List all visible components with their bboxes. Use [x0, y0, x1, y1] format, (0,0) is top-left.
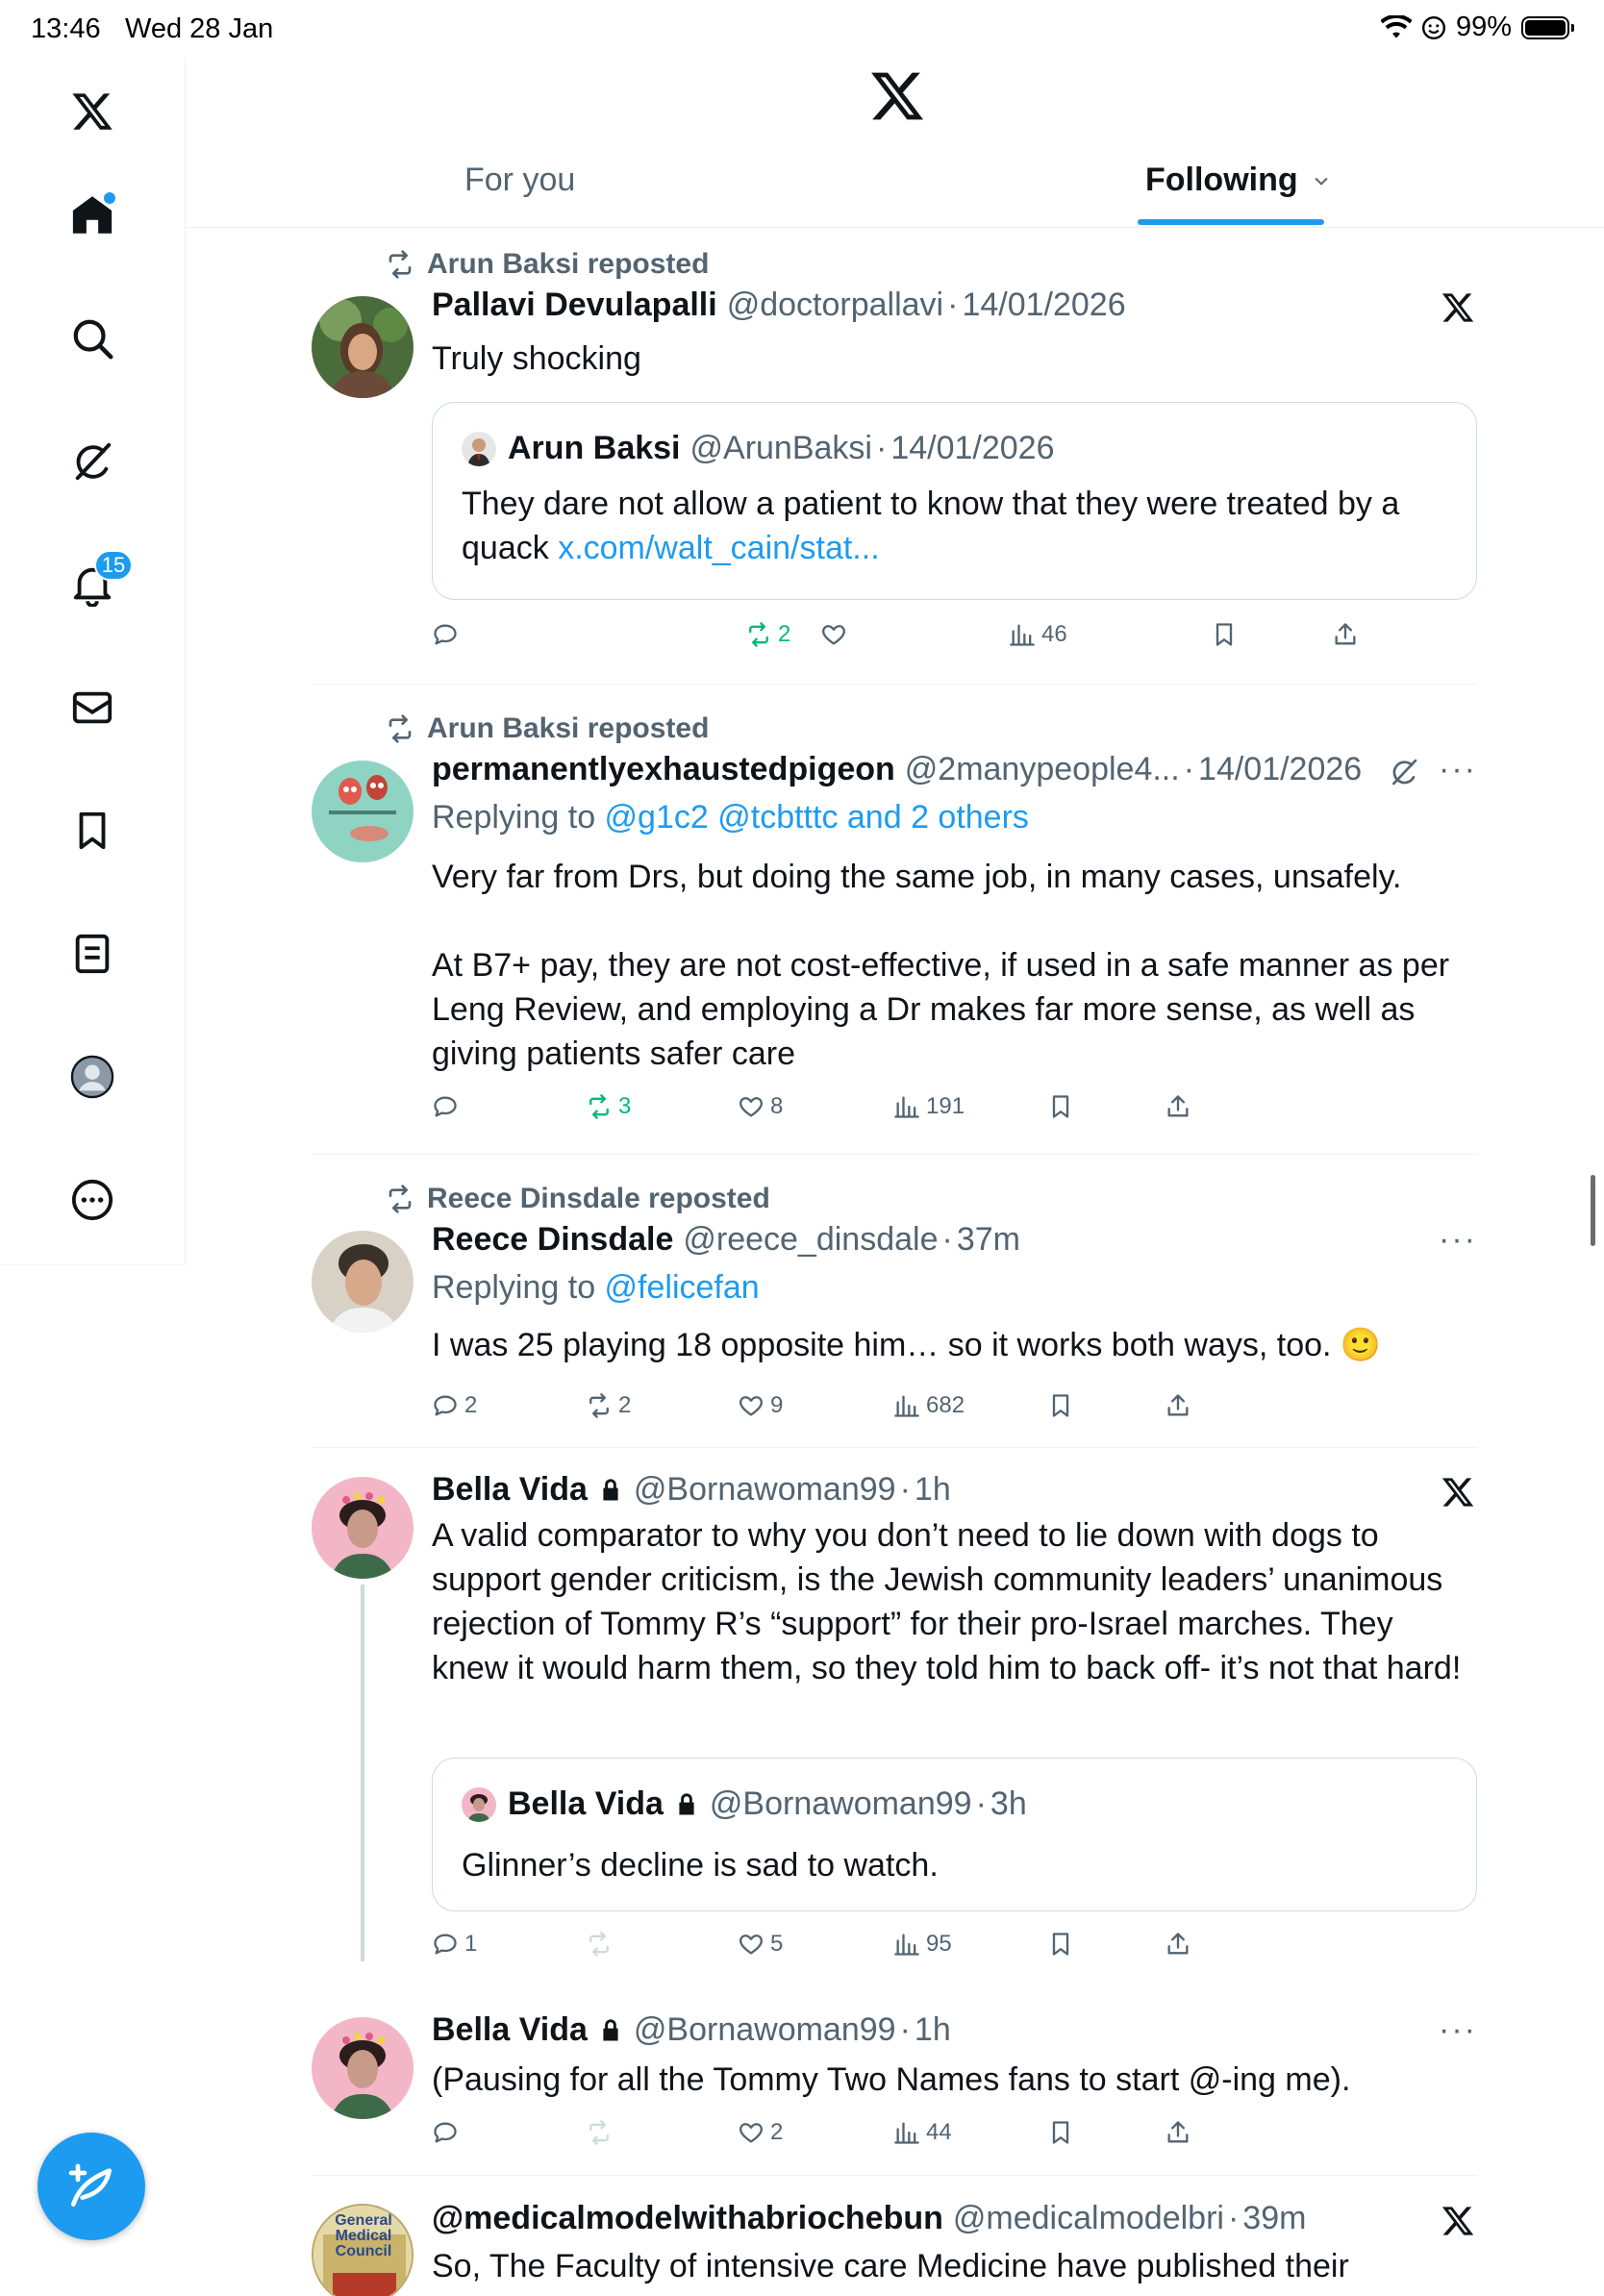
quoted-post-text: Glinner’s decline is sad to watch.: [462, 1847, 939, 1884]
replying-to: [432, 1269, 760, 1307]
grok-icon[interactable]: [63, 433, 121, 490]
lock-icon: [673, 1791, 700, 1818]
more-options-button[interactable]: ···: [1439, 2011, 1477, 2048]
quoted-author-handle: @Bornawoman99: [709, 1785, 972, 1822]
repost-button: [586, 1931, 613, 1958]
quoted-post-header: Bella Vida @Bornawoman99 · 3h: [462, 1785, 1027, 1823]
bookmarks-icon[interactable]: [63, 802, 121, 860]
sidebar-nav: [0, 58, 186, 1265]
thread-connector: [361, 1585, 364, 1961]
quoted-avatar: [462, 1787, 496, 1822]
views-count: 95: [926, 1931, 952, 1957]
post-time[interactable]: 1h: [914, 1471, 951, 1508]
post-card[interactable]: [312, 1471, 1477, 1971]
bookmark-button[interactable]: [1047, 2119, 1074, 2146]
like-button[interactable]: [820, 621, 847, 648]
reply-icon: [432, 1392, 459, 1419]
post-text: (Pausing for all the Tommy Two Names fans to start @-ing me).: [432, 2061, 1351, 2098]
heart-icon: [738, 1931, 764, 1958]
repost-icon: [586, 1093, 613, 1120]
tab-for-you[interactable]: For you: [464, 162, 576, 198]
quoted-post-text: [462, 482, 1452, 570]
like-button[interactable]: [738, 1931, 783, 1958]
battery-percent: 99%: [1455, 12, 1512, 42]
share-icon: [1165, 1093, 1191, 1120]
author-handle[interactable]: @Bornawoman99: [633, 2011, 896, 2048]
active-tab-indicator: [1138, 219, 1324, 225]
post-actions: [432, 621, 1477, 660]
avatar[interactable]: [312, 1477, 414, 1579]
reply-icon: [432, 2119, 459, 2146]
home-unread-dot: [104, 192, 115, 204]
quoted-post-time: 3h: [990, 1785, 1027, 1822]
x-logo-icon[interactable]: [868, 67, 926, 125]
repost-count: 3: [618, 1093, 632, 1119]
views-icon: [893, 2119, 920, 2146]
post-actions: [432, 2119, 1477, 2158]
quoted-post-time: 14/01/2026: [890, 430, 1055, 466]
post-divider: [312, 2175, 1477, 2176]
views-icon: [1009, 621, 1036, 648]
more-options-button[interactable]: ···: [1439, 751, 1477, 787]
post-divider: [312, 1154, 1477, 1155]
repost-icon: [586, 1392, 613, 1419]
like-count: 8: [770, 1093, 784, 1119]
post-time[interactable]: 39m: [1242, 2200, 1307, 2236]
author-handle[interactable]: @2manypeople4...: [904, 751, 1180, 787]
replying-prefix: Replying to: [432, 799, 605, 836]
quoted-post-header: Arun Baksi @ArunBaksi · 14/01/2026: [462, 430, 1054, 467]
author-name[interactable]: Reece Dinsdale: [432, 1221, 674, 1258]
bookmark-icon: [1211, 621, 1238, 648]
repost-button[interactable]: [745, 621, 790, 648]
post-paragraph: At B7+ pay, they are not cost-effective, if used in a safe manner as per Leng Review, and employing a Dr makes far more sense, as well as giving patients safer care: [432, 947, 1450, 1072]
repost-count: 2: [778, 621, 791, 647]
post-text: [432, 855, 1477, 1076]
repost-button: [586, 2119, 613, 2146]
views-icon: [893, 1931, 920, 1958]
views-button[interactable]: [893, 2119, 952, 2146]
x-logo-icon[interactable]: [1439, 288, 1477, 327]
repost-label: Arun Baksi reposted: [427, 248, 710, 280]
bookmark-icon: [1047, 1093, 1074, 1120]
post-time[interactable]: 14/01/2026: [962, 287, 1126, 323]
messages-icon[interactable]: [63, 679, 121, 736]
post-time[interactable]: 14/01/2026: [1198, 751, 1363, 787]
share-button[interactable]: [1165, 1093, 1191, 1120]
repost-label: Reece Dinsdale reposted: [427, 1183, 770, 1214]
status-right: [1381, 12, 1569, 43]
views-count: 46: [1041, 621, 1067, 647]
replying-prefix: Replying to: [432, 1269, 605, 1306]
avatar[interactable]: [312, 1231, 414, 1333]
post-header: Bella Vida @Bornawoman99 · 1h: [432, 2011, 951, 2048]
repost-icon: [745, 621, 772, 648]
like-button[interactable]: [738, 1392, 783, 1419]
share-icon: [1332, 621, 1359, 648]
post-text: So, The Faculty of intensive care Medicine have published their: [432, 2248, 1349, 2284]
repost-icon: [586, 1931, 613, 1958]
timeline-header: [186, 58, 1604, 228]
quoted-post-link[interactable]: x.com/walt_cain/stat...: [558, 530, 880, 566]
quoted-author-name: Bella Vida: [508, 1785, 664, 1822]
reply-button[interactable]: [432, 1931, 477, 1958]
author-name[interactable]: permanentlyexhaustedpigeon: [432, 751, 895, 787]
post-time[interactable]: 37m: [956, 1221, 1020, 1258]
author-handle[interactable]: @doctorpallavi: [726, 287, 944, 323]
bookmark-button[interactable]: [1211, 621, 1238, 648]
repost-button[interactable]: [586, 1392, 631, 1419]
post-divider: [312, 1447, 1477, 1448]
reply-count: 1: [464, 1931, 478, 1957]
post-time[interactable]: 1h: [914, 2011, 951, 2048]
more-options-icon[interactable]: [63, 1171, 121, 1229]
views-button[interactable]: [893, 1392, 965, 1419]
search-icon[interactable]: [63, 310, 121, 367]
post-card[interactable]: [312, 248, 1477, 661]
repost-indicator: [385, 1183, 770, 1215]
views-icon: [893, 1392, 920, 1419]
tab-following[interactable]: [1145, 162, 1331, 199]
post-header: Pallavi Devulapalli @doctorpallavi · 14/01/2026: [432, 287, 1126, 323]
post-header: Reece Dinsdale @reece_dinsdale · 37m: [432, 1221, 1020, 1258]
replying-to: [432, 799, 1029, 836]
avatar[interactable]: [312, 2017, 414, 2119]
like-count: 9: [770, 1392, 784, 1418]
post-header: @medicalmodelwithabriochebun @medicalmodelbri · 39m: [432, 2200, 1307, 2236]
quoted-author-handle: @ArunBaksi: [689, 430, 872, 466]
wifi-icon: [1381, 15, 1412, 40]
bookmark-button[interactable]: [1047, 1093, 1074, 1120]
views-button[interactable]: [1009, 621, 1067, 648]
share-button[interactable]: [1165, 1392, 1191, 1419]
compose-post-button[interactable]: [38, 2133, 145, 2240]
lock-icon: [597, 2017, 624, 2044]
bookmark-icon: [1047, 2119, 1074, 2146]
quoted-text-body: They dare not allow a patient to know that they were treated by a quack: [462, 486, 1400, 566]
heart-icon: [738, 2119, 764, 2146]
author-handle[interactable]: @Bornawoman99: [633, 1471, 896, 1508]
share-icon: [1165, 2119, 1191, 2146]
post-actions: [432, 1931, 1477, 1969]
post-divider: [312, 684, 1477, 685]
avatar[interactable]: [312, 2204, 414, 2296]
author-handle[interactable]: @reece_dinsdale: [683, 1221, 939, 1258]
share-button[interactable]: [1165, 2119, 1191, 2146]
avatar-text: General Medical Council: [335, 2212, 392, 2259]
repost-indicator: [385, 248, 709, 281]
post-paragraph: Very far from Drs, but doing the same job, in many cases, unsafely.: [432, 859, 1402, 895]
x-logo-icon[interactable]: [1439, 2202, 1477, 2240]
profile-avatar-icon[interactable]: [63, 1048, 121, 1106]
bookmark-icon: [1047, 1931, 1074, 1958]
quoted-avatar: [462, 432, 496, 466]
like-button[interactable]: [738, 1093, 783, 1120]
avatar[interactable]: [312, 296, 414, 398]
replying-to-link[interactable]: @g1c2 @tcbtttc and 2 others: [604, 799, 1029, 836]
share-icon: [1165, 1392, 1191, 1419]
author-name[interactable]: Pallavi Devulapalli: [432, 287, 717, 323]
chevron-down-icon: [1312, 171, 1331, 190]
post-card[interactable]: [312, 712, 1477, 1136]
views-icon: [893, 1093, 920, 1120]
post-text: Truly shocking: [432, 340, 641, 377]
author-name[interactable]: @medicalmodelwithabriochebun: [432, 2200, 943, 2236]
reply-icon: [432, 621, 459, 648]
reply-icon: [432, 1093, 459, 1120]
views-count: 191: [926, 1093, 965, 1119]
bookmark-button[interactable]: [1047, 1931, 1074, 1958]
repost-label: Arun Baksi reposted: [427, 712, 710, 744]
x-logo-icon[interactable]: [63, 83, 121, 140]
bookmark-icon: [1047, 1392, 1074, 1419]
heart-icon: [820, 621, 847, 648]
reply-button[interactable]: [432, 1392, 477, 1419]
quoted-post[interactable]: [432, 402, 1477, 600]
quoted-post[interactable]: [432, 1758, 1477, 1911]
reply-icon: [432, 1931, 459, 1958]
post-header: permanentlyexhaustedpigeon @2manypeople4... · 14/01/2026: [432, 751, 1363, 787]
status-date: Wed 28 Jan: [125, 13, 274, 44]
share-button[interactable]: [1165, 1931, 1191, 1958]
reply-button[interactable]: [432, 621, 459, 648]
reply-button[interactable]: [432, 1093, 459, 1120]
post-card[interactable]: [312, 1183, 1477, 1442]
post-card[interactable]: [312, 2200, 1477, 2296]
post-actions: [432, 1392, 1477, 1431]
replying-to-link[interactable]: @felicefan: [604, 1269, 760, 1306]
like-count: 5: [770, 1931, 784, 1957]
quoted-author-name: Arun Baksi: [508, 430, 681, 466]
views-count: 682: [926, 1392, 965, 1418]
articles-icon[interactable]: [63, 925, 121, 983]
home-icon[interactable]: [63, 187, 121, 244]
views-count: 44: [926, 2119, 952, 2145]
post-header: Bella Vida @Bornawoman99 · 1h: [432, 1471, 951, 1508]
post-text: I was 25 playing 18 opposite him… so it works both ways, too. 🙂: [432, 1327, 1382, 1363]
author-name[interactable]: Bella Vida: [432, 1471, 588, 1508]
notifications-bell-icon[interactable]: [63, 553, 126, 613]
repost-icon: [586, 2119, 613, 2146]
focus-smiley-icon: [1421, 15, 1446, 40]
like-count: 2: [770, 2119, 784, 2145]
reply-button[interactable]: [432, 2119, 459, 2146]
heart-icon: [738, 1093, 764, 1120]
lock-icon: [597, 1477, 624, 1504]
repost-icon: [385, 713, 415, 744]
share-icon: [1165, 1931, 1191, 1958]
author-name[interactable]: Bella Vida: [432, 2011, 588, 2048]
status-time: 13:46: [31, 13, 101, 44]
like-button[interactable]: [738, 2119, 783, 2146]
post-actions: [432, 1093, 1477, 1132]
reply-count: 2: [464, 1392, 478, 1418]
notifications-badge: 15: [94, 550, 133, 581]
share-button[interactable]: [1332, 621, 1359, 648]
author-handle[interactable]: @medicalmodelbri: [952, 2200, 1224, 2236]
post-text: A valid comparator to why you don’t need to lie down with dogs to support gender criticism, is the Jewish community leaders’ unanimous rejection of Tommy R’s “support” for their pro-Israel marches. They knew it would harm them, so they told him to back off- it’s not that hard!: [432, 1517, 1462, 1686]
x-logo-icon[interactable]: [1439, 1473, 1477, 1511]
post-card[interactable]: [312, 2011, 1477, 2175]
scrollbar[interactable]: [1591, 1175, 1595, 1246]
repost-icon: [385, 249, 415, 280]
views-button[interactable]: [893, 1931, 952, 1958]
repost-count: 2: [618, 1392, 632, 1418]
more-options-button[interactable]: ···: [1439, 1221, 1477, 1258]
repost-icon: [385, 1184, 415, 1214]
grok-icon[interactable]: [1385, 753, 1423, 791]
views-button[interactable]: [893, 1093, 965, 1120]
avatar[interactable]: [312, 761, 414, 862]
tab-following-label: Following: [1145, 162, 1298, 198]
heart-icon: [738, 1392, 764, 1419]
battery-icon: [1521, 16, 1569, 39]
repost-button[interactable]: [586, 1093, 631, 1120]
repost-indicator: [385, 712, 709, 745]
status-bar: [0, 0, 1604, 58]
bookmark-button[interactable]: [1047, 1392, 1074, 1419]
